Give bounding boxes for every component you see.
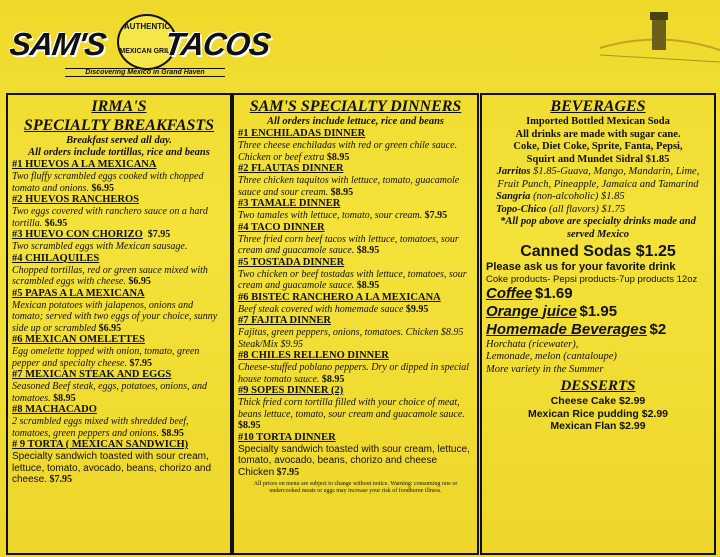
item-name: # 9 TORTA ( MEXICAN SANDWICH) xyxy=(12,439,189,450)
item-price: $8.95 xyxy=(238,420,261,431)
breakfast-sub-2: All orders include tortillas, rice and beans xyxy=(28,147,210,158)
item-name: #1 ENCHILADAS DINNER xyxy=(238,128,366,139)
item-desc: Beef steak covered with homemade sauce xyxy=(238,303,404,315)
beverages-column xyxy=(480,93,716,555)
item-desc: Thick fried corn tortilla filled with your choice of meat, beans lettuce, tomato, sour cream and guacamole sauce. xyxy=(238,397,465,420)
item-price: $6.95 xyxy=(98,322,122,334)
homemade-line xyxy=(482,321,714,339)
item-desc: Two tamales with lettuce, tomato, sour cream. xyxy=(238,210,423,221)
item-price: $7.95 xyxy=(129,357,152,369)
dinners-title: SAM'S SPECIALTY DINNERS xyxy=(249,98,462,115)
item-name: #4 CHILAQUILES xyxy=(12,252,100,264)
item-name: #8 MACHACADO xyxy=(12,404,97,415)
item-desc: Chopped tortillas, red or green sauce mixed with scrambled eggs with cheese. xyxy=(12,264,208,287)
item-desc: Three chicken taquitos with lettuce, tomato, guacamole sauce and sour cream. xyxy=(238,175,460,198)
tagline: Discovering Mexico in Grand Haven xyxy=(65,68,225,77)
menu-item xyxy=(8,229,230,253)
coffee-line xyxy=(482,285,714,303)
sangria-line xyxy=(482,191,714,204)
jarritos-label: Jarritos xyxy=(496,166,531,177)
seal-top-text: AUTHENTIC xyxy=(123,22,171,31)
jarritos-text: $1.85-Guava, Mango, Mandarin, Lime, Fruit Punch, Pineapple, Jamaica and Tamarind xyxy=(497,166,700,190)
beverages-title: BEVERAGES xyxy=(550,98,646,115)
breakfast-sub-1: Breakfast served all day. xyxy=(66,135,172,146)
item-price: $8.95 xyxy=(161,427,184,439)
item-desc: Three cheese enchiladas with red or green chile sauce. Chicken or beef extra xyxy=(238,140,458,163)
menu-item xyxy=(234,163,477,198)
menu-item xyxy=(234,128,477,163)
item-name: #10 TORTA DINNER xyxy=(238,431,336,443)
dessert-item: Cheese Cake $2.99 xyxy=(550,395,646,407)
coffee-price: $1.69 xyxy=(535,284,573,302)
item-desc: Fajitas, green peppers, onions, tomatoes. Chicken $8.95 Steak/Mix $9.95 xyxy=(238,327,464,350)
item-name: #7 MEXICAN STEAK AND EGGS xyxy=(12,369,172,380)
homemade-price: $2 xyxy=(649,320,667,338)
item-name: #7 FAJITA DINNER xyxy=(238,315,331,326)
item-price: $7.95 xyxy=(49,474,73,485)
oj-line xyxy=(482,303,714,321)
item-name: #2 HUEVOS RANCHEROS xyxy=(12,194,139,205)
item-price: $8.95 xyxy=(356,280,380,291)
item-name: #3 TAMALE DINNER xyxy=(238,198,341,209)
sangria-label: Sangria xyxy=(496,191,531,202)
item-desc: Three fried corn beef tacos with lettuce, tomatoes, sour cream and guacamole sauce. xyxy=(238,233,459,256)
item-price: $9.95 xyxy=(405,303,429,315)
menu-item xyxy=(234,432,477,479)
item-desc: Two scrambled eggs with Mexican sausage. xyxy=(12,241,188,252)
item-desc: Cheese-stuffed poblano peppers. Dry or dipped in special house tomato sauce. xyxy=(238,362,470,385)
menu-item xyxy=(234,385,477,432)
bev-line: All drinks are made with sugar cane. xyxy=(515,128,681,140)
coke-products: Coke products- Pepsi products-7up products 12oz xyxy=(486,273,698,285)
canned-sodas: Canned Sodas $1.25 xyxy=(520,243,676,260)
jarritos-line xyxy=(482,166,714,191)
item-price: $8.95 xyxy=(321,373,345,385)
breakfast-column xyxy=(6,93,232,555)
item-name: #3 HUEVO CON CHORIZO xyxy=(12,229,143,240)
item-price: $7.95 xyxy=(147,229,171,240)
item-name: #5 PAPAS A LA MEXICANA xyxy=(12,287,145,299)
lighthouse-icon xyxy=(600,0,720,70)
menu-item xyxy=(234,222,477,257)
desserts-title: DESSERTS xyxy=(560,378,636,394)
sangria-text: (non-alcoholic) $1.85 xyxy=(533,191,625,202)
ask-line: Please ask us for your favorite drink xyxy=(486,261,676,273)
bev-line: Squirt and Mundet Sidral $1.85 xyxy=(526,153,670,165)
topo-label: Topo-Chico xyxy=(496,203,547,215)
item-name: #6 BISTEC RANCHERO A LA MEXICANA xyxy=(238,291,441,303)
item-desc: Two fluffy scrambled eggs cooked with chopped tomato and onions. xyxy=(12,171,204,194)
item-price: $6.95 xyxy=(91,182,114,194)
dinners-column xyxy=(232,93,479,555)
item-price: $6.95 xyxy=(44,217,68,229)
item-desc: Mexican potatoes with jalapenos, onions and tomato; served with two eggs of your choice, sunny side up or scrambled xyxy=(12,299,218,334)
menu-item xyxy=(8,253,230,288)
dessert-item: Mexican Rice pudding $2.99 xyxy=(527,407,669,420)
menu-item xyxy=(234,198,477,222)
item-price: $8.95 xyxy=(330,186,354,198)
item-name: #6 MEXICAN OMELETTES xyxy=(12,334,146,345)
fine-print: All prices on menu are subject to change without notice. Warning: consuming raw or undercooked meats or eggs may increase your risk of foodborne illness. xyxy=(253,481,458,494)
item-desc: Specialty sandwich toasted with sour cream, lettuce, tomato, avocado, beans, chorizo and cheese Chicken xyxy=(238,443,470,478)
item-name: #2 FLAUTAS DINNER xyxy=(238,163,344,174)
item-desc: Egg omelette topped with onion, tomato, green pepper and specialty cheese. xyxy=(12,346,200,369)
seal-bottom-text: MEXICAN GRILL xyxy=(119,48,175,55)
menu-item xyxy=(8,404,230,439)
brand-left: SAM'S xyxy=(7,26,108,62)
item-price: $7.95 xyxy=(276,466,300,478)
logo xyxy=(7,8,275,78)
brand-right: TACOS xyxy=(162,26,273,62)
menu-item xyxy=(234,292,477,316)
item-name: #5 TOSTADA DINNER xyxy=(238,256,345,268)
dinners-sub: All orders include lettuce, rice and beans xyxy=(266,116,445,127)
topo-line xyxy=(482,204,714,217)
homemade-detail: Horchata (ricewater), xyxy=(486,338,579,350)
menu-item xyxy=(234,350,477,385)
breakfast-title-1: IRMA'S xyxy=(91,98,147,115)
menu-item xyxy=(8,194,230,229)
homemade-detail: More variety in the Summer xyxy=(486,363,604,375)
coffee-label: Coffee xyxy=(486,284,533,302)
item-price: $8.95 xyxy=(356,245,380,256)
menu-item xyxy=(234,315,477,350)
item-desc: Two eggs covered with ranchero sauce on a hard tortilla. xyxy=(12,206,208,229)
pop-note: *All pop above are specialty drinks made and served Mexico xyxy=(500,216,696,240)
bev-line: Coke, Diet Coke, Sprite, Fanta, Pepsi, xyxy=(513,141,683,152)
item-price: $8.95 xyxy=(53,392,76,404)
menu-item xyxy=(234,257,477,292)
item-desc: 2 scrambled eggs mixed with shredded beef, tomatoes, green peppers and onions. xyxy=(12,416,189,439)
oj-price: $1.95 xyxy=(579,302,618,320)
item-name: #1 HUEVOS A LA MEXICANA xyxy=(12,159,157,170)
menu-item xyxy=(8,159,230,194)
topo-text: (all flavors) $1.75 xyxy=(549,203,626,215)
menu-item xyxy=(8,288,230,335)
menu-item xyxy=(8,369,230,404)
oj-label: Orange juice xyxy=(486,302,577,320)
item-desc: Two chicken or beef tostadas with lettuce, tomatoes, sour cream and guacamole sauce. xyxy=(238,268,467,291)
item-name: #4 TACO DINNER xyxy=(238,221,325,233)
menu-item xyxy=(8,334,230,369)
item-price: $7.95 xyxy=(424,210,448,221)
homemade-detail: Lemonade, melon (cantaloupe) xyxy=(486,351,617,362)
item-desc: Seasoned Beef steak, eggs, potatoes, onions, and tomatoes. xyxy=(12,381,207,404)
breakfast-title-2: SPECIALTY BREAKFASTS xyxy=(23,117,215,134)
bev-line: Imported Bottled Mexican Soda xyxy=(526,116,670,127)
item-desc: Specialty sandwich toasted with sour cream, lettuce, tomato, avocado, beans, chorizo and cheese. xyxy=(12,451,212,485)
item-name: #8 CHILES RELLENO DINNER xyxy=(238,350,389,361)
menu-item xyxy=(8,439,230,486)
item-price: $8.95 xyxy=(326,151,350,163)
item-name: #9 SOPES DINNER (2) xyxy=(238,385,344,396)
dessert-item: Mexican Flan $2.99 xyxy=(550,420,646,432)
item-price: $6.95 xyxy=(128,276,151,287)
homemade-label: Homemade Beverages xyxy=(486,320,647,338)
